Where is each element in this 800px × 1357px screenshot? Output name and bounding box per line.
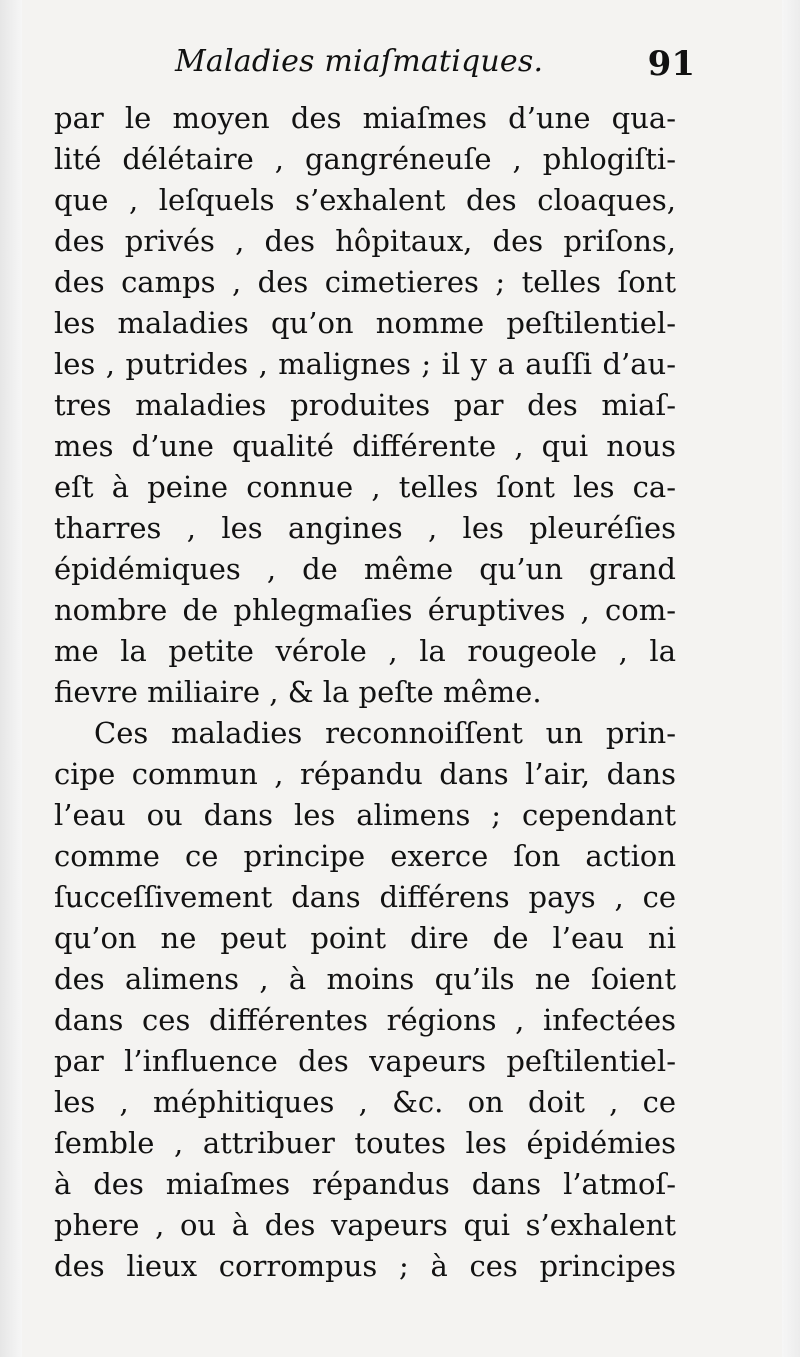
text-line: par l’influence des vapeurs peſtilentiel- [54,1044,676,1078]
running-head: Maladies miaſmatiques. [175,44,544,79]
text-line: les maladies qu’on nomme peſtilentiel- [54,306,676,340]
text-line: qu’on ne peut point dire de l’eau ni [54,921,676,955]
text-line: à des miaſmes répandus dans l’atmoſ- [54,1167,676,1201]
text-line: Ces maladies reconnoiſſent un prin- [94,716,676,750]
page-number: 91 [647,44,695,84]
text-line: lité délétaire , gangréneuſe , phlogiſti- [54,142,676,176]
text-line: eſt à peine connue , telles ſont les ca- [54,470,676,504]
text-line: phere , ou à des vapeurs qui s’exhalent [54,1208,676,1242]
text-line: épidémiques , de même qu’un grand [54,552,676,586]
text-line: par le moyen des miaſmes d’une qua- [54,101,676,135]
text-line: l’eau ou dans les alimens ; cependant [54,798,676,832]
text-line: des privés , des hôpitaux, des priſons, [54,224,676,258]
page-left-edge [0,0,22,1357]
text-line: les , méphitiques , &c. on doit , ce [54,1085,676,1119]
text-line: cipe commun , répandu dans l’air, dans [54,757,676,791]
text-line: tres maladies produites par des miaſ- [54,388,676,422]
body-text [54,98,676,1287]
page-right-edge [782,0,800,1357]
text-line: des camps , des cimetieres ; telles ſont [54,265,676,299]
text-line: des alimens , à moins qu’ils ne ſoient [54,962,676,996]
text-line: fievre miliaire , & la peſte même. [54,675,542,709]
text-line: nombre de phlegmaſies éruptives , com- [54,593,676,627]
text-line: comme ce principe exerce ſon action [54,839,676,873]
text-line: des lieux corrompus ; à ces principes [54,1249,676,1283]
text-line: ſemble , attribuer toutes les épidémies [54,1126,676,1160]
text-line: tharres , les angines , les pleuréſies [54,511,676,545]
text-line: me la petite vérole , la rougeole , la [54,634,676,668]
text-line: que , leſquels s’exhalent des cloaques, [54,183,676,217]
text-line: ſucceſſivement dans différens pays , ce [54,880,676,914]
text-line: les , putrides , malignes ; il y a auſſi d’au- [54,347,676,381]
page-header [175,44,695,90]
text-line: dans ces différentes régions , infectées [54,1003,676,1037]
text-line: mes d’une qualité différente , qui nous [54,429,676,463]
